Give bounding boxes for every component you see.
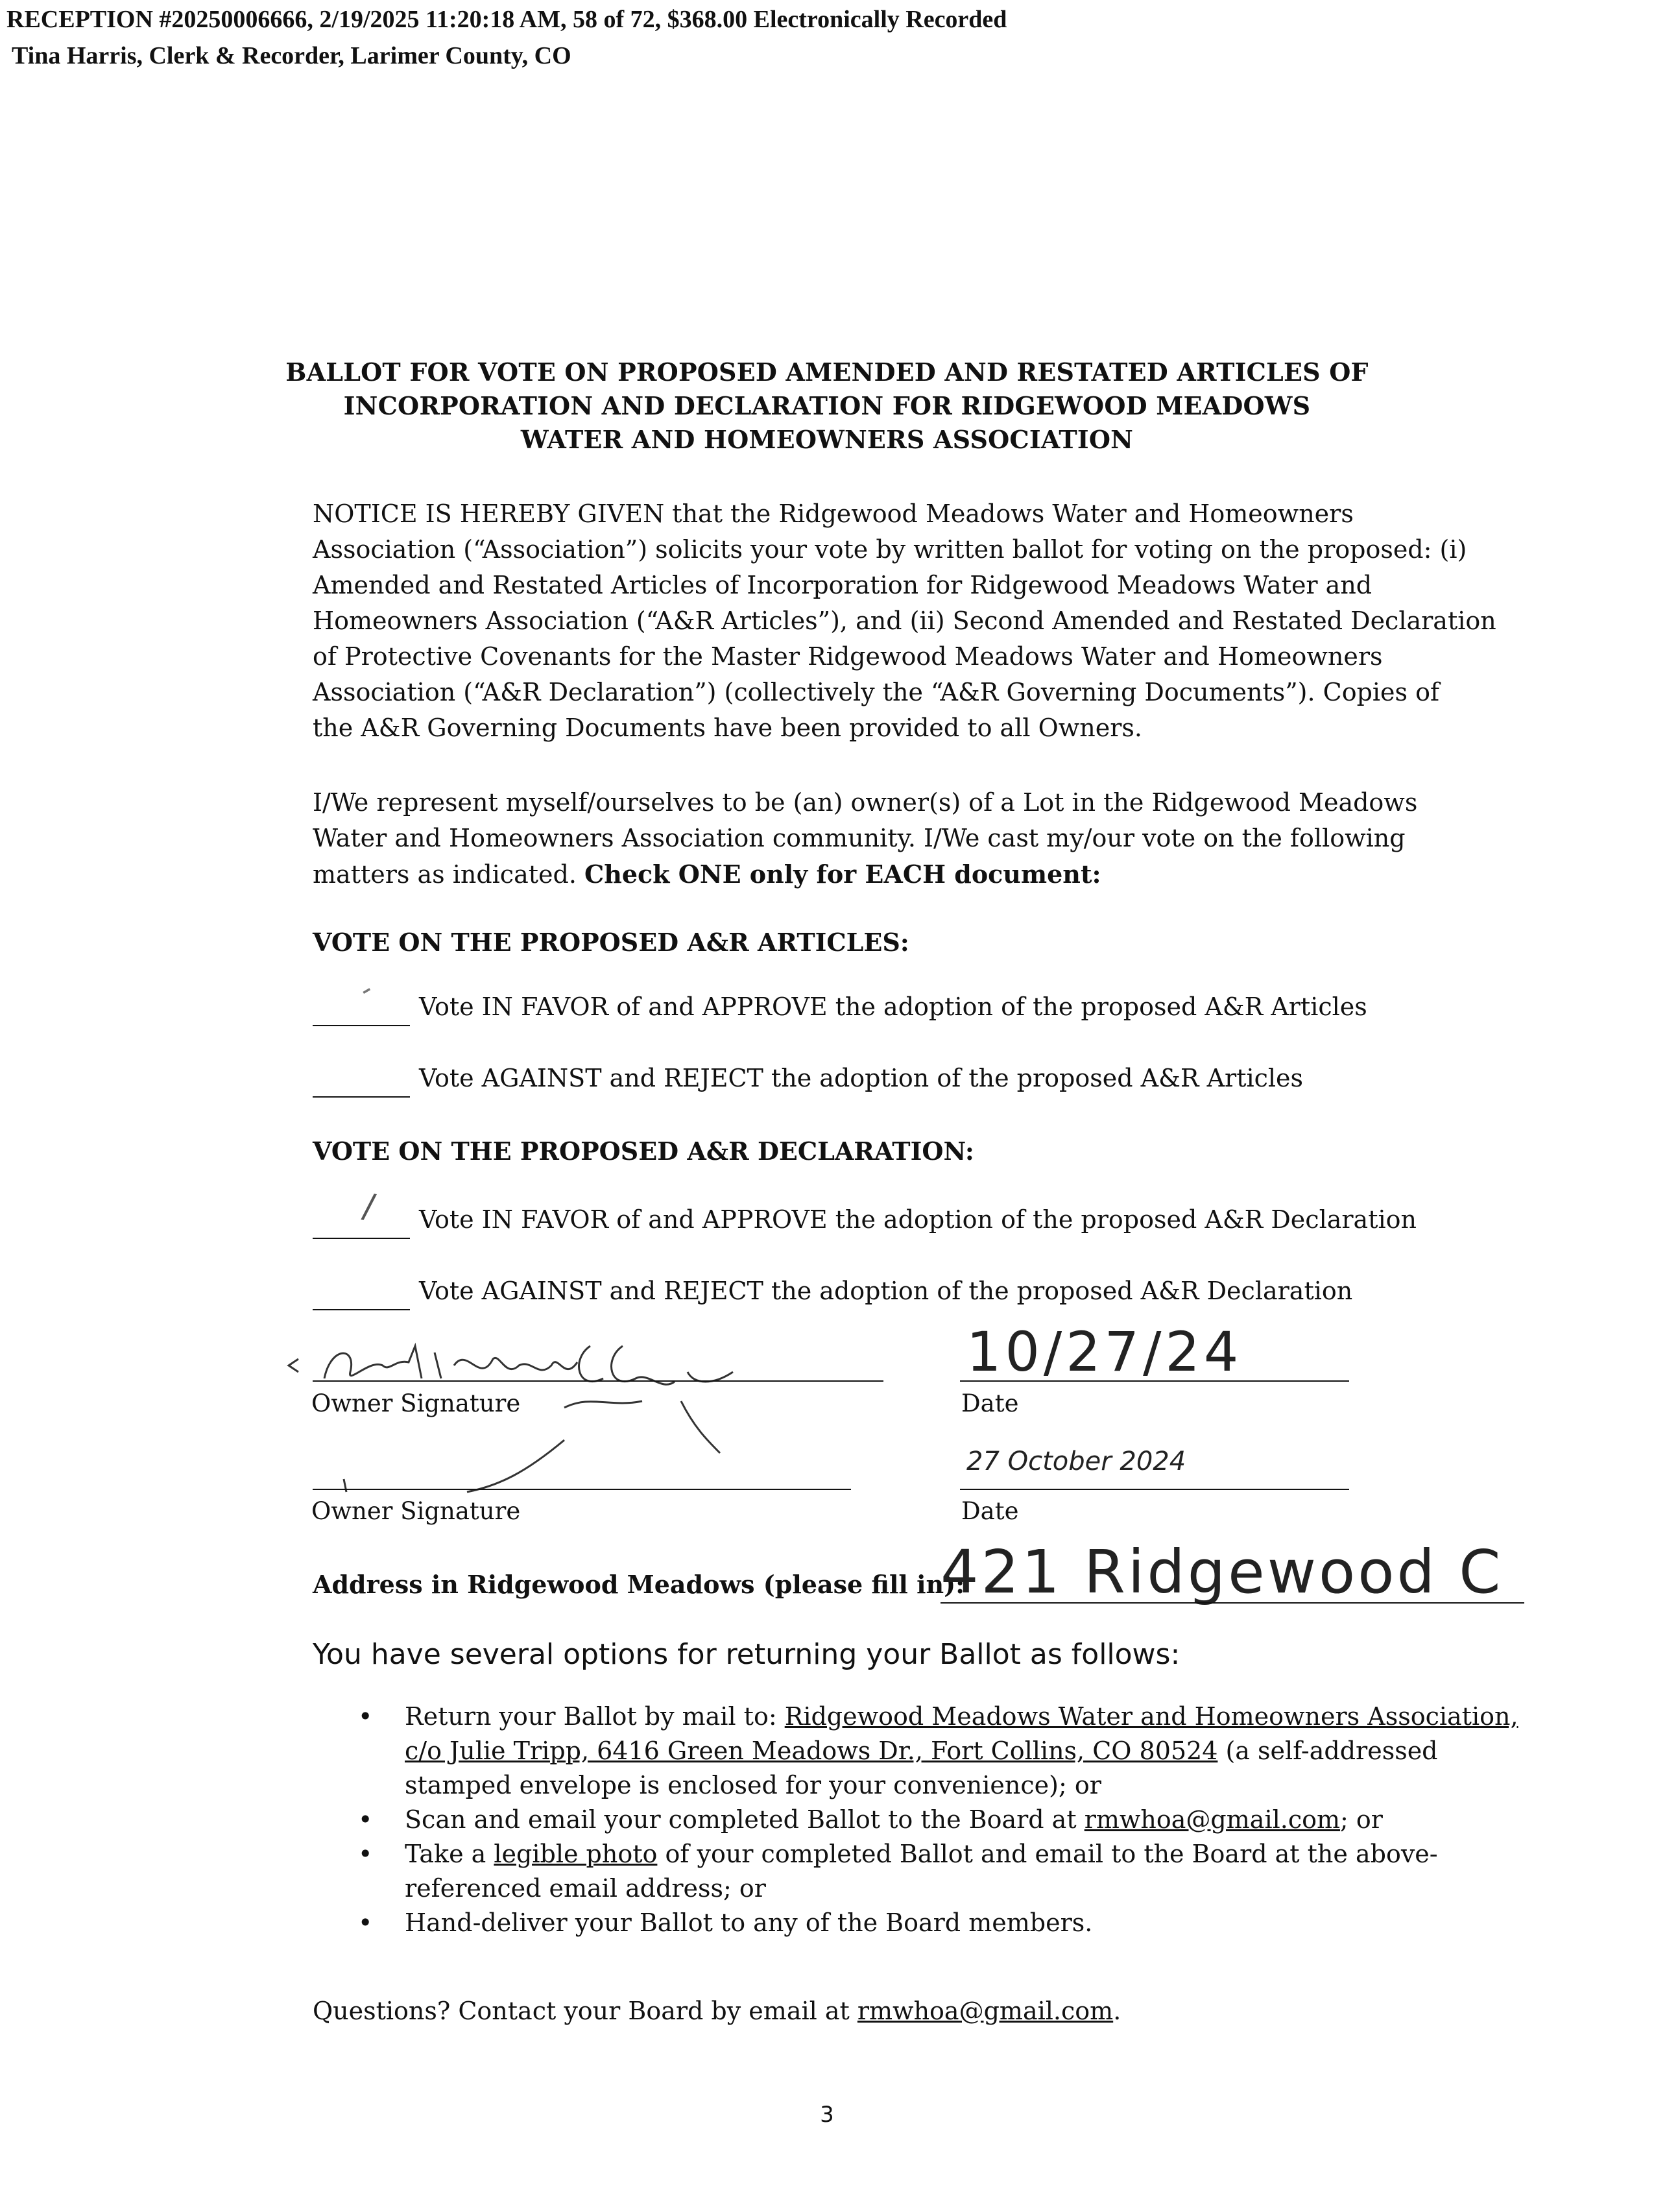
date-1-handwritten: 10/27/24	[966, 1320, 1243, 1384]
board-email-link[interactable]: rmwhoa@gmail.com	[1084, 1805, 1341, 1834]
declaration-against-option: Vote AGAINST and REJECT the adoption of the proposed A&R Declaration	[419, 1277, 1353, 1305]
questions-suffix: .	[1113, 1997, 1121, 2025]
scan-prefix: Scan and email your completed Ballot to the Board at	[405, 1805, 1085, 1834]
bullet-icon: •	[358, 1702, 373, 1731]
scan-suffix: ; or	[1340, 1805, 1383, 1834]
date-label-1: Date	[961, 1389, 1019, 1417]
page-number: 3	[820, 2102, 834, 2128]
address-label: Address in Ridgewood Meadows (please fill in):	[313, 1570, 965, 1599]
recording-header-line1: RECEPTION #20250006666, 2/19/2025 11:20:18 AM, 58 of 72, $368.00 Electronically Recorded	[6, 6, 1007, 33]
bullet-icon: •	[358, 1805, 373, 1834]
representation-line	[313, 856, 1532, 893]
return-options-list	[358, 1700, 1519, 1940]
questions-email-link[interactable]: rmwhoa@gmail.com	[857, 1997, 1114, 2025]
notice-line: Association (“A&R Declaration”) (collectively the “A&R Governing Documents”). Copies of	[313, 678, 1440, 706]
return-option-hand-deliver	[358, 1906, 1519, 1940]
notice-line: NOTICE IS HEREBY GIVEN that the Ridgewood Meadows Water and Homeowners	[313, 499, 1354, 528]
mail-suffix: (a self-addressed stamped envelope is enclosed for your convenience); or	[405, 1737, 1438, 1799]
owner-signature-label-1: Owner Signature	[311, 1389, 521, 1417]
articles-favor-blank[interactable]	[313, 1025, 410, 1026]
title-line-1: BALLOT FOR VOTE ON PROPOSED AMENDED AND RESTATED ARTICLES OF	[285, 357, 1369, 387]
articles-against-blank[interactable]	[313, 1096, 410, 1098]
declaration-vote-heading: VOTE ON THE PROPOSED A&R DECLARATION:	[313, 1136, 974, 1166]
check-one-instruction: Check ONE only for EACH document:	[584, 860, 1101, 889]
representation-line: Water and Homeowners Association community. I/We cast my/our vote on the following	[313, 824, 1406, 852]
return-option-photo	[358, 1837, 1519, 1906]
mail-prefix: Return your Ballot by mail to:	[405, 1702, 785, 1731]
date-label-2: Date	[961, 1497, 1019, 1525]
articles-vote-heading: VOTE ON THE PROPOSED A&R ARTICLES:	[313, 928, 909, 957]
return-option-mail	[358, 1700, 1519, 1803]
photo-suffix: of your completed Ballot and email to the Board at the above-referenced email address; or	[405, 1840, 1438, 1903]
mail-address-link[interactable]: Ridgewood Meadows Water and Homeowners Association, c/o Julie Tripp, 6416 Green Meadows Dr., Fort Collins, CO 80524	[405, 1702, 1518, 1765]
bullet-icon: •	[358, 1840, 373, 1868]
address-line[interactable]	[941, 1602, 1524, 1604]
articles-favor-checkmark: ‐	[353, 972, 379, 1007]
ballot-title	[195, 355, 1459, 457]
date-line-2	[960, 1489, 1349, 1490]
notice-line: Homeowners Association (“A&R Articles”), and (ii) Second Amended and Restated Declaration	[313, 607, 1496, 635]
representation-paragraph	[313, 785, 1532, 893]
date-line-1	[960, 1380, 1349, 1382]
notice-line: the A&R Governing Documents have been provided to all Owners.	[313, 714, 1142, 742]
hand-deliver-text: Hand-deliver your Ballot to any of the Board members.	[405, 1908, 1093, 1937]
notice-paragraph	[313, 496, 1532, 746]
address-handwritten: 421 Ridgewood C	[941, 1537, 1504, 1607]
notice-line: Amended and Restated Articles of Incorporation for Ridgewood Meadows Water and	[313, 571, 1372, 599]
legible-photo-text: legible photo	[494, 1840, 658, 1868]
bullet-icon: •	[358, 1908, 373, 1937]
representation-text: matters as indicated.	[313, 860, 584, 889]
notice-line: Association (“Association”) solicits your vote by written ballot for voting on the proposed: (i)	[313, 535, 1467, 564]
questions-prefix: Questions? Contact your Board by email at	[313, 1997, 857, 2025]
declaration-against-blank[interactable]	[313, 1309, 410, 1310]
recording-header-line2: Tina Harris, Clerk & Recorder, Larimer County, CO	[12, 42, 571, 69]
return-intro: You have several options for returning your Ballot as follows:	[313, 1638, 1181, 1671]
declaration-favor-blank[interactable]	[313, 1238, 410, 1239]
owner-signature-label-2: Owner Signature	[311, 1497, 521, 1525]
declaration-favor-option: Vote IN FAVOR of and APPROVE the adoption of the proposed A&R Declaration	[419, 1205, 1417, 1234]
return-option-scan	[358, 1803, 1519, 1837]
articles-against-option: Vote AGAINST and REJECT the adoption of the proposed A&R Articles	[419, 1064, 1304, 1092]
questions-line	[313, 1997, 1121, 2025]
owner-signature-line-2	[313, 1489, 851, 1490]
declaration-favor-checkmark: /	[359, 1186, 378, 1227]
owner-signature-2	[318, 1388, 785, 1498]
title-line-3: WATER AND HOMEOWNERS ASSOCIATION	[520, 425, 1134, 454]
notice-line: of Protective Covenants for the Master Ridgewood Meadows Water and Homeowners	[313, 642, 1383, 671]
photo-prefix: Take a	[405, 1840, 494, 1868]
representation-line: I/We represent myself/ourselves to be (an) owner(s) of a Lot in the Ridgewood Meadows	[313, 788, 1418, 817]
owner-signature-line-1	[313, 1380, 883, 1382]
title-line-2: INCORPORATION AND DECLARATION FOR RIDGEWOOD MEADOWS	[343, 391, 1311, 420]
articles-favor-option: Vote IN FAVOR of and APPROVE the adoption of the proposed A&R Articles	[419, 992, 1367, 1021]
date-2-handwritten: 27 October 2024	[966, 1447, 1186, 1476]
